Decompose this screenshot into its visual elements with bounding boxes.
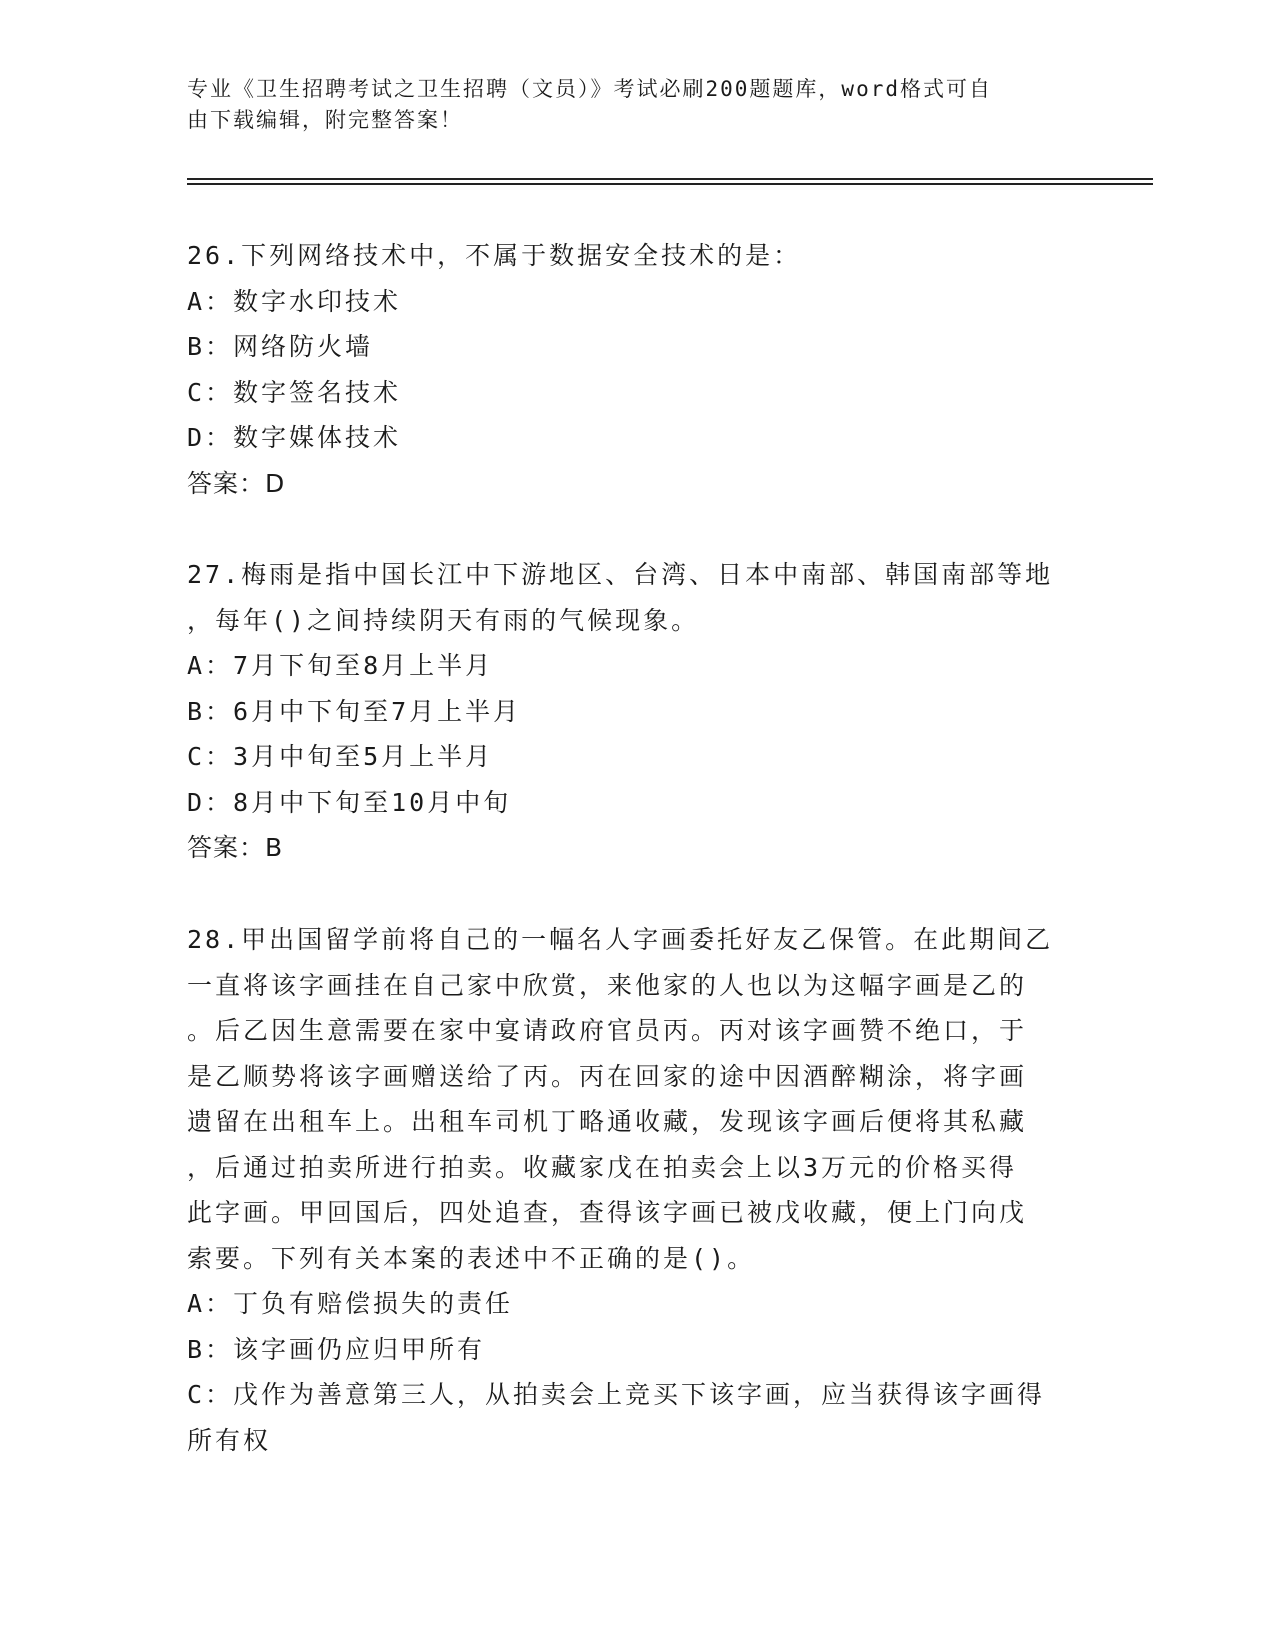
header-line-2: 由下载编辑，附完整答案！ [187, 108, 463, 132]
question-text: 遗留在出租车上。出租车司机丁略通收藏，发现该字画后便将其私藏 [187, 1107, 1028, 1136]
question-text: 26.下列网络技术中，不属于数据安全技术的是： [187, 241, 802, 270]
question-text: 此字画。甲回国后，四处追查，查得该字画已被戊收藏，便上门向戊 [187, 1198, 1028, 1227]
option-b: B：网络防火墙 [187, 332, 374, 361]
option-c: C：3月中旬至5月上半月 [187, 742, 494, 771]
question-26 [187, 233, 1067, 506]
question-text: 一直将该字画挂在自己家中欣赏，来他家的人也以为这幅字画是乙的 [187, 970, 1028, 1000]
question-text: ，每年()之间持续阴天有雨的气候现象。 [187, 605, 700, 635]
answer: 答案：D [187, 468, 286, 498]
option-a: A：7月下旬至8月上半月 [187, 651, 494, 680]
option-a: A：数字水印技术 [187, 286, 402, 316]
question-text: 28.甲出国留学前将自己的一幅名人字画委托好友乙保管。在此期间乙 [187, 925, 1054, 954]
question-text: 索要。下列有关本案的表述中不正确的是()。 [187, 1243, 756, 1273]
question-28 [187, 917, 1067, 1463]
header-line-1: 专业《卫生招聘考试之卫生招聘（文员）》考试必刷200题题库，word格式可自 [187, 77, 992, 101]
option-c: C：戊作为善意第三人，从拍卖会上竞买下该字画，应当获得该字画得 [187, 1380, 1046, 1409]
question-text: ，后通过拍卖所进行拍卖。收藏家戊在拍卖会上以3万元的价格买得 [187, 1152, 1018, 1182]
option-d: D：8月中下旬至10月中旬 [187, 787, 512, 817]
option-c: C：数字签名技术 [187, 377, 402, 407]
question-text: 。后乙因生意需要在家中宴请政府官员丙。丙对该字画赞不绝口，于 [187, 1016, 1028, 1045]
question-text: 27.梅雨是指中国长江中下游地区、台湾、日本中南部、韩国南部等地 [187, 560, 1054, 589]
option-b: B：6月中下旬至7月上半月 [187, 696, 522, 726]
document-header [187, 74, 1067, 136]
option-d: D：数字媒体技术 [187, 423, 402, 452]
option-b: B：该字画仍应归甲所有 [187, 1334, 486, 1364]
question-27 [187, 552, 1067, 871]
header-divider-top [187, 178, 1153, 180]
option-c-continued: 所有权 [187, 1425, 272, 1455]
answer: 答案：B [187, 833, 284, 862]
header-divider-bottom [187, 183, 1153, 185]
question-text: 是乙顺势将该字画赠送给了丙。丙在回家的途中因酒醉糊涂，将字画 [187, 1061, 1028, 1091]
option-a: A：丁负有赔偿损失的责任 [187, 1289, 514, 1318]
